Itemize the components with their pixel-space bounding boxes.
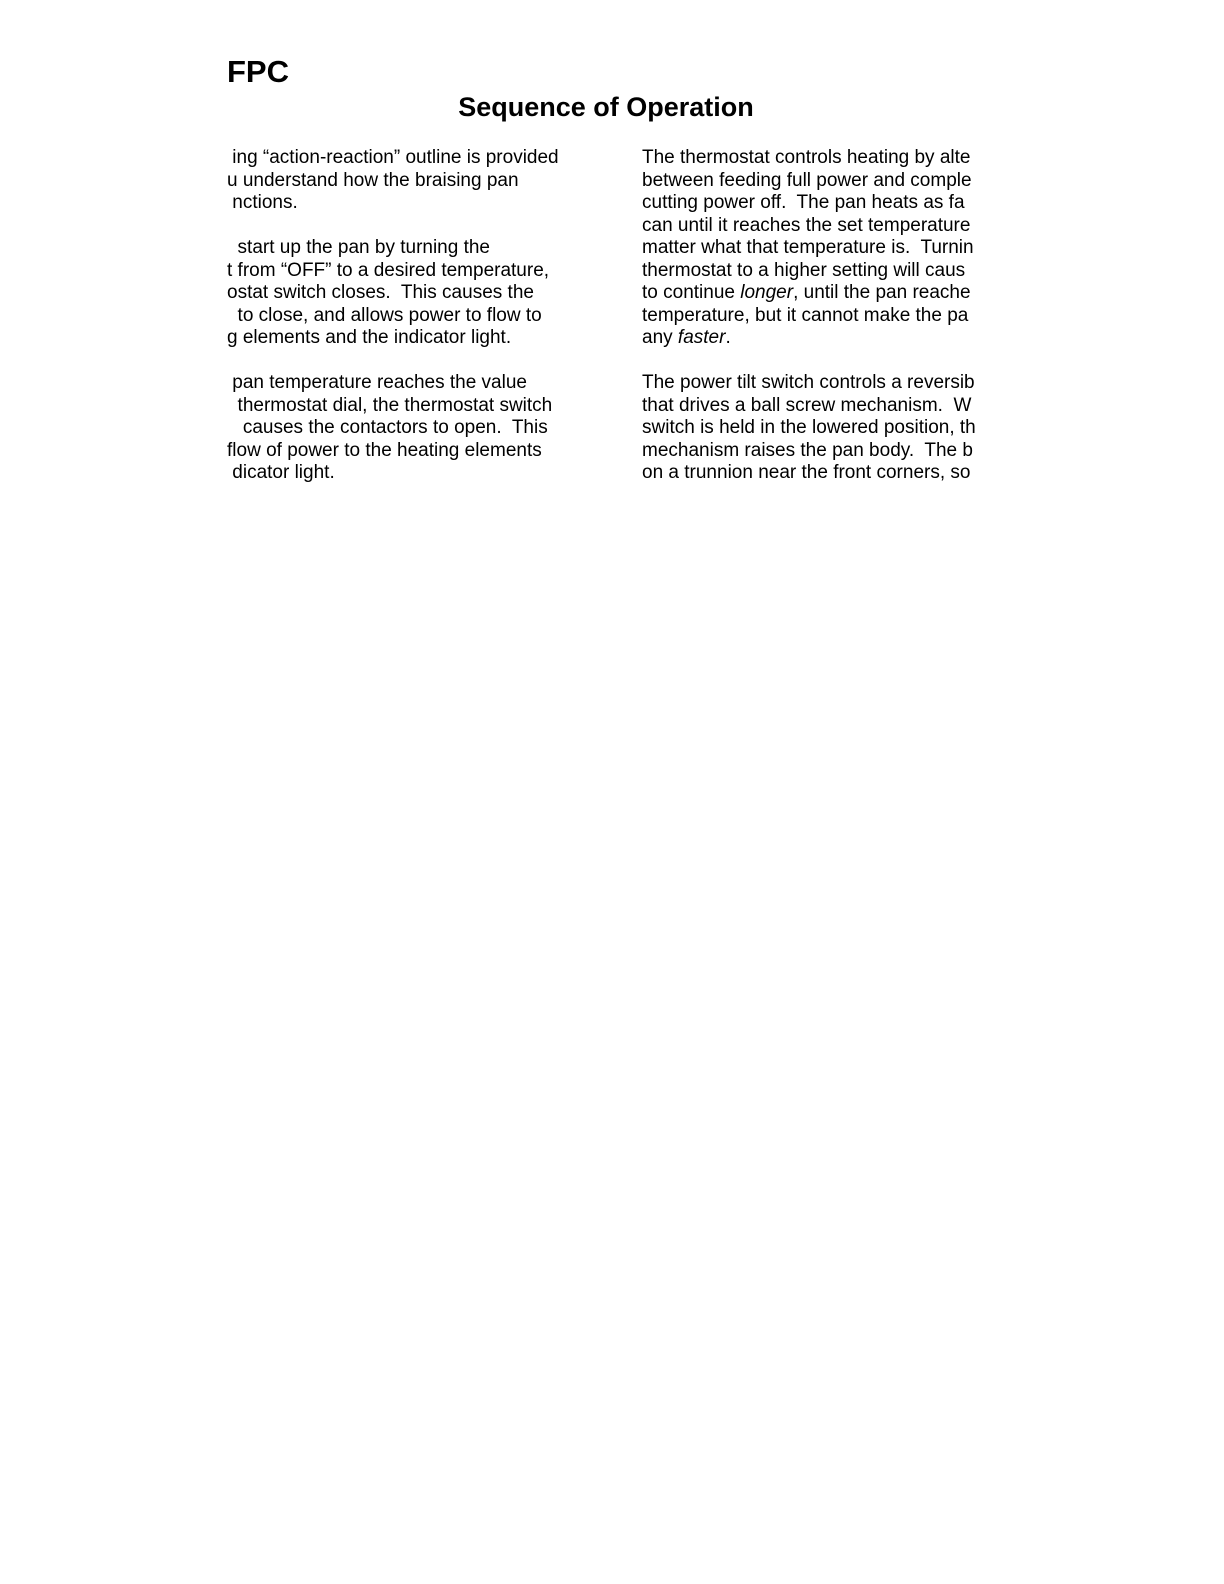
text-run: between feeding full power and comple [642,169,972,191]
text-line [642,372,987,395]
text-run: cutting power off. The pan heats as fa [642,192,965,213]
text-line [642,462,987,485]
left-text-column [227,147,587,485]
emphasis-text: faster [677,327,726,348]
paragraph [227,372,587,485]
text-line [642,305,987,328]
text-line: u understand how the braising pan [227,169,519,191]
paragraph [642,147,987,350]
emphasis-text: longer [740,282,794,303]
text-run: can until it reaches the set temperature [642,214,971,236]
text-line [642,282,987,305]
text-line [642,260,987,283]
text-run: mechanism raises the pan body. The b [642,439,973,461]
text-line: g elements and the indicator light. [227,327,512,348]
text-line [642,237,987,260]
text-line: thermostat dial, the thermostat switch [227,394,553,416]
page-title: Sequence of Operation [458,92,754,122]
text-line: nctions. [227,192,298,213]
text-line [642,192,987,215]
text-run: . [725,327,731,348]
paragraph-gap [227,215,587,238]
text-line: t from “OFF” to a desired temperature, [227,259,550,281]
text-line [642,147,987,170]
text-run: The power tilt switch controls a reversib [642,372,975,393]
paragraph-gap [642,350,987,373]
document-id: FPC [227,54,289,89]
text-run: switch is held in the lowered position, th [642,417,976,438]
right-text-column [642,147,987,485]
text-line [642,440,987,463]
text-line: flow of power to the heating elements [227,439,542,461]
text-run: matter what that temperature is. Turnin [642,237,974,258]
text-line: to close, and allows power to flow to [227,304,542,326]
text-line: pan temperature reaches the value [227,372,527,393]
text-line: ing “action-reaction” outline is provided [227,147,559,168]
text-run: that drives a ball screw mechanism. W [642,394,972,416]
text-run: any [642,327,678,348]
paragraph [642,372,987,485]
text-line: ostat switch closes. This causes the [227,282,534,303]
text-line [642,327,987,350]
paragraph-gap [227,350,587,373]
text-run: thermostat to a higher setting will caus [642,259,966,281]
text-line: dicator light. [227,462,335,483]
text-run: temperature, but it cannot make the pa [642,304,969,326]
text-line [642,170,987,193]
text-line [642,417,987,440]
text-line [642,215,987,238]
paragraph [227,147,587,215]
text-run: The thermostat controls heating by alte [642,147,971,168]
text-run: on a trunnion near the front corners, so [642,462,971,483]
text-line [642,395,987,418]
text-run: to continue [642,282,741,303]
text-line: causes the contactors to open. This [227,417,548,438]
paragraph [227,237,587,350]
text-run: , until the pan reache [793,282,971,303]
text-line: start up the pan by turning the [227,237,491,258]
